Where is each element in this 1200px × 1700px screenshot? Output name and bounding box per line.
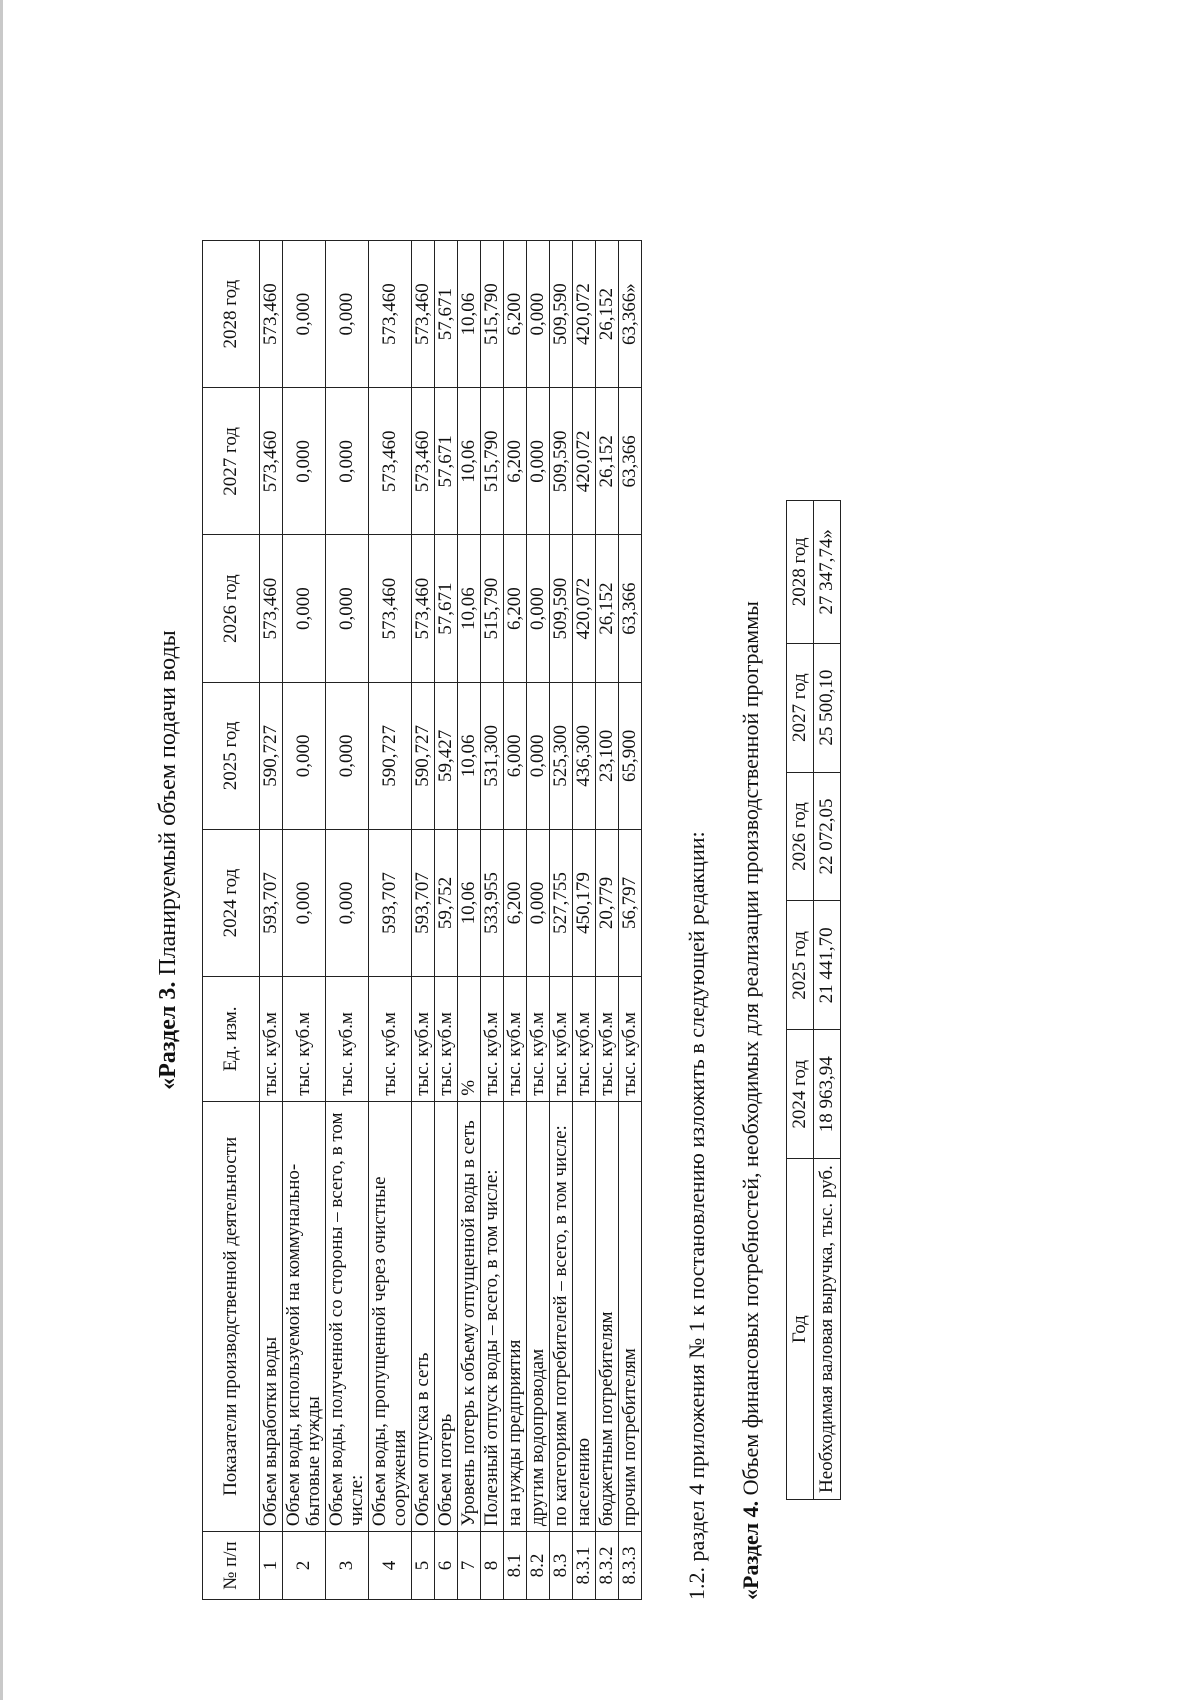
- row-number: 8.2: [527, 1532, 550, 1600]
- value-2027: 57,671: [435, 388, 458, 535]
- value-2028: 57,671: [435, 241, 458, 388]
- value-2026: 0,000: [527, 535, 550, 682]
- table-row: [481, 241, 504, 1600]
- header-2024: 2024 год: [203, 829, 260, 976]
- value-2025: 590,727: [369, 682, 412, 829]
- value-2024: 527,755: [550, 829, 573, 976]
- indicator-name: Объем воды, полученной со стороны – всего, в том числе:: [326, 1101, 369, 1531]
- indicator-name: другим водопроводам: [527, 1101, 550, 1531]
- value-2026: 6,200: [504, 535, 527, 682]
- value-2027: 0,000: [283, 388, 326, 535]
- unit-cell: тыс. куб.м: [435, 977, 458, 1102]
- value-2024: 533,955: [481, 829, 504, 976]
- unit-cell: тыс. куб.м: [596, 977, 619, 1102]
- indicator-name: Полезный отпуск воды – всего, в том числе:: [481, 1101, 504, 1531]
- fin-value-2025: 21 441,70: [814, 901, 841, 1030]
- value-2026: 0,000: [326, 535, 369, 682]
- unit-cell: тыс. куб.м: [527, 977, 550, 1102]
- value-2027: 63,366: [619, 388, 642, 535]
- unit-cell: тыс. куб.м: [550, 977, 573, 1102]
- row-number: 5: [412, 1532, 435, 1600]
- section4-title-bold: «Раздел 4.: [738, 1500, 763, 1600]
- row-number: 8.3.2: [596, 1532, 619, 1600]
- value-2025: 525,300: [550, 682, 573, 829]
- row-number: 8.3: [550, 1532, 573, 1600]
- value-2026: 573,460: [369, 535, 412, 682]
- value-2027: 509,590: [550, 388, 573, 535]
- section3-title-bold: «Раздел 3.: [155, 981, 181, 1090]
- fin-header-2025: 2025 год: [787, 901, 814, 1030]
- value-2028: 0,000: [283, 241, 326, 388]
- value-2028: 6,200: [504, 241, 527, 388]
- table-row: [504, 241, 527, 1600]
- indicator-name: Уровень потерь к объему отпущенной воды в сеть: [458, 1101, 481, 1531]
- table-row: [550, 241, 573, 1600]
- row-number: 8.3.1: [573, 1532, 596, 1600]
- value-2024: 593,707: [412, 829, 435, 976]
- value-2027: 0,000: [527, 388, 550, 535]
- indicator-name: Объем воды, пропущенной через очистные сооружения: [369, 1101, 412, 1531]
- row-number: 3: [326, 1532, 369, 1600]
- value-2028: 573,460: [412, 241, 435, 388]
- header-2027: 2027 год: [203, 388, 260, 535]
- value-2025: 0,000: [326, 682, 369, 829]
- value-2024: 56,797: [619, 829, 642, 976]
- fin-header-2027: 2027 год: [787, 643, 814, 772]
- value-2027: 10,06: [458, 388, 481, 535]
- row-number: 8.3.3: [619, 1532, 642, 1600]
- value-2024: 59,752: [435, 829, 458, 976]
- value-2025: 590,727: [412, 682, 435, 829]
- table-row: [596, 241, 619, 1600]
- fin-header-2028: 2028 год: [787, 501, 814, 644]
- value-2025: 590,727: [260, 682, 283, 829]
- value-2028: 515,790: [481, 241, 504, 388]
- indicator-name: Объем потерь: [435, 1101, 458, 1531]
- value-2026: 63,366: [619, 535, 642, 682]
- value-2024: 593,707: [369, 829, 412, 976]
- value-2025: 531,300: [481, 682, 504, 829]
- page-edge: [0, 0, 3, 1700]
- indicator-name: населению: [573, 1101, 596, 1531]
- table-row: [527, 241, 550, 1600]
- unit-cell: тыс. куб.м: [573, 977, 596, 1102]
- table-row: [458, 241, 481, 1600]
- value-2026: 420,072: [573, 535, 596, 682]
- value-2024: 0,000: [527, 829, 550, 976]
- fin-header-2024: 2024 год: [787, 1030, 814, 1159]
- row-number: 8: [481, 1532, 504, 1600]
- rotated-page-content: [150, 100, 1090, 1620]
- value-2025: 6,000: [504, 682, 527, 829]
- value-2026: 573,460: [412, 535, 435, 682]
- amendment-note: 1.2. раздел 4 приложения № 1 к постановлению изложить в следующей редакции:: [684, 831, 709, 1600]
- unit-cell: тыс. куб.м: [619, 977, 642, 1102]
- value-2028: 63,366»: [619, 241, 642, 388]
- value-2028: 509,590: [550, 241, 573, 388]
- value-2024: 6,200: [504, 829, 527, 976]
- table-row: [412, 241, 435, 1600]
- header-indicator: Показатели производственной деятельности: [203, 1101, 260, 1531]
- financial-needs-table: [786, 500, 841, 1500]
- table-row: [260, 241, 283, 1600]
- unit-cell: тыс. куб.м: [412, 977, 435, 1102]
- table-row: [619, 241, 642, 1600]
- value-2024: 593,707: [260, 829, 283, 976]
- value-2026: 57,671: [435, 535, 458, 682]
- fin-value-2024: 18 963,94: [814, 1030, 841, 1159]
- header-no: № п/п: [203, 1532, 260, 1600]
- fin-value-2026: 22 072,05: [814, 772, 841, 901]
- table-row: [326, 241, 369, 1600]
- header-2026: 2026 год: [203, 535, 260, 682]
- value-2026: 0,000: [283, 535, 326, 682]
- table-row: [283, 241, 326, 1600]
- value-2027: 0,000: [326, 388, 369, 535]
- value-2027: 573,460: [369, 388, 412, 535]
- value-2024: 20,779: [596, 829, 619, 976]
- row-number: 6: [435, 1532, 458, 1600]
- value-2027: 573,460: [260, 388, 283, 535]
- value-2024: 10,06: [458, 829, 481, 976]
- indicator-name: прочим потребителям: [619, 1101, 642, 1531]
- unit-cell: тыс. куб.м: [481, 977, 504, 1102]
- header-2028: 2028 год: [203, 241, 260, 388]
- fin-value-2028: 27 347,74»: [814, 501, 841, 644]
- row-number: 2: [283, 1532, 326, 1600]
- value-2024: 0,000: [283, 829, 326, 976]
- fin-header-year: Год: [787, 1159, 814, 1500]
- unit-cell: тыс. куб.м: [283, 977, 326, 1102]
- unit-cell: %: [458, 977, 481, 1102]
- value-2026: 26,152: [596, 535, 619, 682]
- row-number: 1: [260, 1532, 283, 1600]
- fin-revenue-row: [814, 501, 841, 1500]
- table-row: [435, 241, 458, 1600]
- section3-title: [150, 100, 186, 1620]
- unit-cell: тыс. куб.м: [260, 977, 283, 1102]
- row-number: 7: [458, 1532, 481, 1600]
- value-2025: 23,100: [596, 682, 619, 829]
- value-2025: 0,000: [283, 682, 326, 829]
- value-2028: 10,06: [458, 241, 481, 388]
- section3-title-text: Планируемый объем подачи воды: [155, 630, 181, 982]
- value-2028: 573,460: [260, 241, 283, 388]
- value-2025: 0,000: [527, 682, 550, 829]
- unit-cell: тыс. куб.м: [326, 977, 369, 1102]
- unit-cell: тыс. куб.м: [504, 977, 527, 1102]
- water-supply-table: [202, 240, 642, 1600]
- fin-header-row: [787, 501, 814, 1500]
- value-2028: 573,460: [369, 241, 412, 388]
- value-2028: 0,000: [527, 241, 550, 388]
- header-unit: Ед. изм.: [203, 977, 260, 1102]
- indicator-name: по категориям потребителей – всего, в том числе:: [550, 1101, 573, 1531]
- section4-title: [736, 100, 766, 1600]
- unit-cell: тыс. куб.м: [369, 977, 412, 1102]
- indicator-name: на нужды предприятия: [504, 1101, 527, 1531]
- table-row: [369, 241, 412, 1600]
- table-row: [573, 241, 596, 1600]
- value-2028: 26,152: [596, 241, 619, 388]
- value-2028: 420,072: [573, 241, 596, 388]
- table-header-row: [203, 241, 260, 1600]
- fin-value-2027: 25 500,10: [814, 643, 841, 772]
- value-2027: 573,460: [412, 388, 435, 535]
- value-2025: 10,06: [458, 682, 481, 829]
- fin-header-2026: 2026 год: [787, 772, 814, 901]
- value-2028: 0,000: [326, 241, 369, 388]
- row-number: 4: [369, 1532, 412, 1600]
- value-2024: 0,000: [326, 829, 369, 976]
- indicator-name: Объем выработки воды: [260, 1101, 283, 1531]
- indicator-name: бюджетным потребителям: [596, 1101, 619, 1531]
- value-2026: 573,460: [260, 535, 283, 682]
- section4-title-text: Объем финансовых потребностей, необходимых для реализации производственной программы: [738, 601, 763, 1501]
- value-2027: 6,200: [504, 388, 527, 535]
- value-2025: 65,900: [619, 682, 642, 829]
- indicator-name: Объем воды, используемой на коммунально-бытовые нужды: [283, 1101, 326, 1531]
- value-2027: 26,152: [596, 388, 619, 535]
- value-2025: 436,300: [573, 682, 596, 829]
- value-2026: 509,590: [550, 535, 573, 682]
- fin-row-label: Необходимая валовая выручка, тыс. руб.: [814, 1159, 841, 1500]
- value-2025: 59,427: [435, 682, 458, 829]
- indicator-name: Объем отпуска в сеть: [412, 1101, 435, 1531]
- row-number: 8.1: [504, 1532, 527, 1600]
- value-2026: 10,06: [458, 535, 481, 682]
- value-2027: 420,072: [573, 388, 596, 535]
- water-supply-table-body: [260, 241, 642, 1600]
- header-2025: 2025 год: [203, 682, 260, 829]
- value-2024: 450,179: [573, 829, 596, 976]
- value-2026: 515,790: [481, 535, 504, 682]
- value-2027: 515,790: [481, 388, 504, 535]
